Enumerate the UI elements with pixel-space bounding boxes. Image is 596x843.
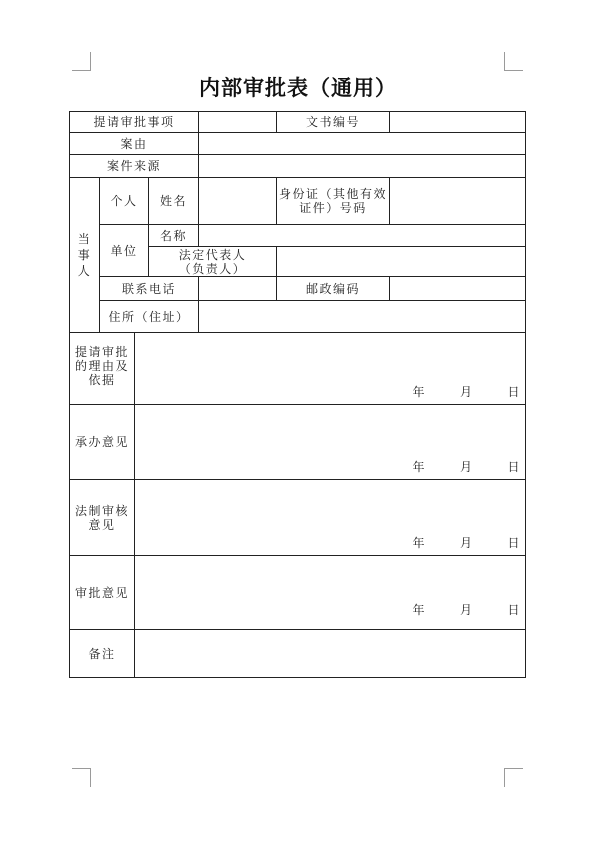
handling-date: 年 月 日 bbox=[412, 460, 522, 474]
reason-date: 年 月 日 bbox=[412, 385, 522, 399]
postcode-label: 邮政编码 bbox=[277, 277, 390, 301]
name-label: 姓名 bbox=[149, 178, 199, 225]
approval-date: 年 月 日 bbox=[412, 603, 522, 617]
legal-review-date: 年 月 日 bbox=[412, 536, 522, 550]
name-field[interactable] bbox=[199, 178, 277, 225]
phone-field[interactable] bbox=[199, 277, 277, 301]
reason-field[interactable] bbox=[135, 333, 526, 405]
source-field[interactable] bbox=[199, 155, 526, 178]
matter-field[interactable] bbox=[199, 112, 277, 133]
handling-opinion-field[interactable] bbox=[135, 405, 526, 480]
legal-rep-field[interactable] bbox=[277, 247, 526, 277]
phone-label: 联系电话 bbox=[100, 277, 199, 301]
legal-rep-label: 法定代表人（负责人） bbox=[149, 247, 277, 277]
approval-form-table bbox=[69, 111, 526, 678]
party-label: 当事人 bbox=[70, 178, 100, 333]
legal-review-field[interactable] bbox=[135, 480, 526, 556]
corner-mark-top-left bbox=[72, 52, 91, 71]
unit-name-field[interactable] bbox=[199, 225, 526, 247]
page-title: 内部审批表（通用） bbox=[199, 75, 397, 100]
source-label: 案件来源 bbox=[70, 155, 199, 178]
corner-mark-top-right bbox=[504, 52, 523, 71]
legal-review-label: 法制审核意见 bbox=[70, 480, 135, 556]
individual-label: 个人 bbox=[100, 178, 149, 225]
postcode-field[interactable] bbox=[390, 277, 526, 301]
cause-field[interactable] bbox=[199, 133, 526, 155]
remarks-field[interactable] bbox=[135, 630, 526, 678]
remarks-label: 备注 bbox=[70, 630, 135, 678]
unit-label: 单位 bbox=[100, 225, 149, 277]
matter-label: 提请审批事项 bbox=[70, 112, 199, 133]
unit-name-label: 名称 bbox=[149, 225, 199, 247]
doc-no-label: 文书编号 bbox=[277, 112, 390, 133]
address-label: 住所（住址） bbox=[100, 301, 199, 333]
corner-mark-bottom-left bbox=[72, 768, 91, 787]
id-number-label: 身份证（其他有效证件）号码 bbox=[277, 178, 390, 225]
id-number-field[interactable] bbox=[390, 178, 526, 225]
address-field[interactable] bbox=[199, 301, 526, 333]
handling-opinion-label: 承办意见 bbox=[70, 405, 135, 480]
corner-mark-bottom-right bbox=[504, 768, 523, 787]
approval-opinion-field[interactable] bbox=[135, 556, 526, 630]
reason-label: 提请审批的理由及依据 bbox=[70, 333, 135, 405]
cause-label: 案由 bbox=[70, 133, 199, 155]
doc-no-field[interactable] bbox=[390, 112, 526, 133]
approval-opinion-label: 审批意见 bbox=[70, 556, 135, 630]
